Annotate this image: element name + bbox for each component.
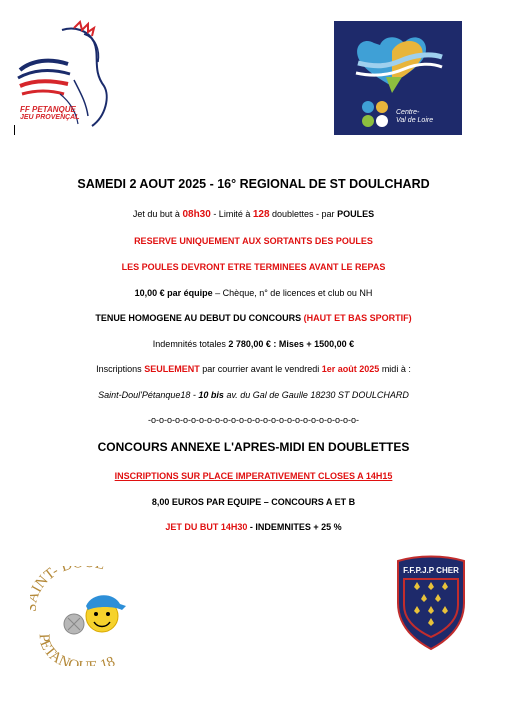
smiley-boule-icon — [30, 566, 142, 666]
text: – Chèque, n° de licences et club ou NH — [212, 288, 373, 298]
text: doublettes - par — [269, 209, 338, 219]
text: av. du Gal de Gaulle 18230 ST DOULCHARD — [223, 390, 409, 400]
text: Indemnités totales — [152, 339, 229, 349]
sd-top-text: INT- ' — [30, 566, 111, 596]
text: - Limité à — [210, 209, 253, 219]
text: Jet du but à — [132, 209, 183, 219]
text: SEULEMENT — [144, 364, 200, 374]
saint-doul-petanque-logo — [30, 566, 142, 666]
text: POULES — [337, 209, 375, 219]
shield-icon — [394, 555, 468, 651]
text: (HAUT ET BAS SPORTIF) — [303, 313, 412, 323]
text: Inscriptions — [96, 364, 145, 374]
line-tenue — [0, 312, 507, 324]
line-inscriptions — [0, 363, 507, 375]
sd-bottom-text: PETANQ 18 — [35, 633, 118, 666]
line-jet-annexe — [0, 521, 507, 533]
time: 08h30 — [182, 209, 211, 220]
ffpjp-cher-logo — [394, 555, 468, 651]
cher-text: F.F.P.J.P CHER — [403, 566, 459, 575]
text: midi à : — [379, 364, 411, 374]
text: 10,00 € par équipe — [134, 288, 213, 298]
ff-logo-line2: JEU PROVENÇAL — [20, 114, 80, 121]
ff-petanque-logo — [14, 20, 124, 138]
page-title: SAMEDI 2 AOUT 2025 - 16° REGIONAL DE ST DOULCHARD — [77, 177, 430, 191]
count: 128 — [252, 209, 270, 220]
text: JET DU BUT 14H30 — [165, 522, 248, 532]
text: par courrier avant le vendredi — [199, 364, 322, 374]
text: 2 780,00 € : Mises + 1500,00 € — [228, 339, 355, 349]
subtitle: CONCOURS ANNEXE L'APRES-MIDI EN DOUBLETTES — [97, 440, 410, 454]
separator: -o-o-o-o-o-o-o-o-o-o-o-o-o-o-o-o-o-o-o-o-o-o-o-o-o-o- — [147, 415, 360, 425]
centre-val-de-loire-logo — [334, 21, 462, 135]
text: 10 bis — [198, 390, 224, 400]
text: TENUE HOMOGENE AU DEBUT DU CONCOURS — [95, 313, 304, 323]
line-poules: LES POULES DEVRONT ETRE TERMINEES AVANT LE REPAS — [121, 262, 386, 272]
line-inscriptions-place: INSCRIPTIONS SUR PLACE IMPERATIVEMENT CLOSES A 14H15 — [114, 471, 393, 481]
line-adresse — [0, 389, 507, 401]
line-prix-annexe: 8,00 EUROS PAR EQUIPE – CONCOURS A ET B — [151, 497, 356, 507]
ff-logo-line1: FF PETANQUE — [20, 105, 76, 114]
line-prix — [0, 287, 507, 299]
text: 1er août 2025 — [321, 364, 380, 374]
text: - INDEMNITES + 25 % — [247, 522, 342, 532]
text-cursor — [14, 125, 15, 135]
cvl-logo-text — [396, 109, 433, 125]
cvl-logo-line2: Val de Loire — [396, 117, 434, 124]
line-jet-du-but — [0, 208, 507, 221]
cvl-logo-line1: Centre- — [396, 109, 420, 116]
text: Saint-Doul'Pétanque18 - — [98, 390, 199, 400]
line-indemnites — [0, 338, 507, 350]
line-reserve: RESERVE UNIQUEMENT AUX SORTANTS DES POULES — [134, 236, 373, 246]
